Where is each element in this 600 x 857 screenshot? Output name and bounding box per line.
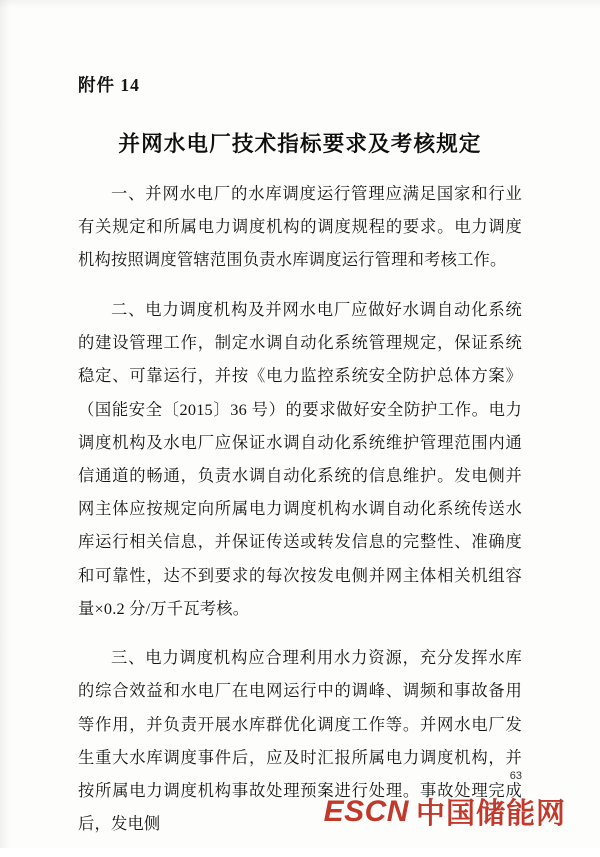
paragraph-3: 三、电力调度机构应合理利用水力资源，充分发挥水库的综合效益和水电厂在电网运行中的调峰、调频和事故备用等作用，并负责开展水库群优化调度工作等。并网水电厂发生重大水库调度事件后，应及时汇报所属电力调度机构，并按所属电力调度机构事故处理预案进行处理。事故处理完成后，发电侧 bbox=[78, 648, 522, 834]
watermark-brand-latin: ESCN bbox=[323, 794, 409, 828]
page-title: 并网水电厂技术指标要求及考核规定 bbox=[118, 132, 482, 156]
page-edge-shadow-left bbox=[0, 0, 10, 848]
document-body bbox=[78, 0, 522, 857]
attachment-label: 附件 14 bbox=[78, 75, 140, 95]
paragraph-2: 二、电力调度机构及并网水电厂应做好水调自动化系统的建设管理工作，制定水调自动化系统管理规定，保证系统稳定、可靠运行，并按《电力监控系统安全防护总体方案》（国能安全〔2015〕36 号）的要求做好安全防护工作。电力调度机构及水电厂应保证水调自动化系统维护管理范围内通信通道的畅通，负责水调自动化系统的信息维护。发电侧并网主体应按规定向所属电力调度机构水调自动化系统传送水库运行相关信息，并保证传送或转发信息的完整性、准确度和可靠性，达不到要求的每次按发电侧并网主体相关机组容量×0.2 分/万千瓦考核。 bbox=[78, 299, 522, 618]
watermark-brand-chinese: 中国储能网 bbox=[415, 798, 566, 830]
watermark bbox=[324, 791, 566, 832]
paragraph-1: 一、并网水电厂的水库调度运行管理应满足国家和行业有关规定和所属电力调度机构的调度规程的要求。电力调度机构按照调度管辖范围负责水库调度运行管理和考核工作。 bbox=[78, 184, 522, 270]
page-number: 63 bbox=[509, 770, 522, 782]
